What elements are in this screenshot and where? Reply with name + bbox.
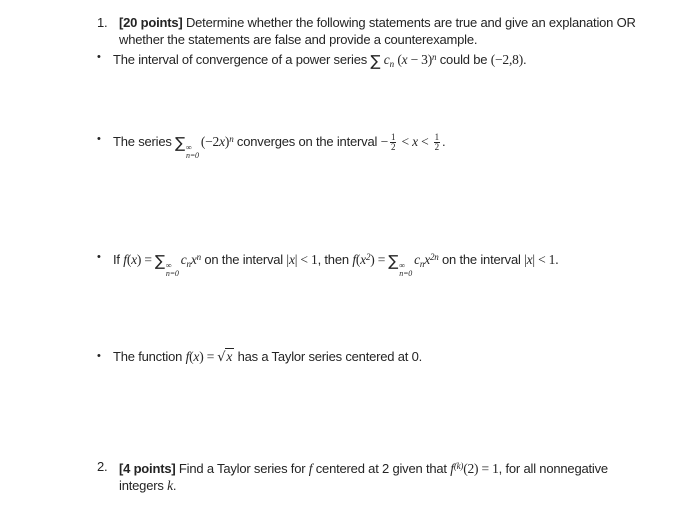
question-1-bullet-3 [97,249,558,278]
question-1-bullet-2 [97,131,445,160]
question-1 [97,14,636,48]
question-2 [97,458,608,494]
bullet-icon: • [97,350,101,362]
bullet-2-statement: The series ∑ ∞ n=0 $(-2x)^n$ converges on the interval − $\frac{1}{2}$ < x < $\frac{1}{2}$ . [113,132,446,160]
question-2-line-1: [4 points] Find a Taylor series for f centered at 2 given that $f^{(k)}(2) = 1$, for all nonnegative [119,461,608,476]
bullet-icon: • [97,251,101,263]
bullet-icon: • [97,51,101,63]
bullet-icon: • [97,133,101,145]
bullet-3-statement: If f(x) = ∑ ∞ n=0 $c_nx^n$ on the interval |x| < 1, then $f(x^2)$ = ∑ ∞ n=0 $c_nx^{2n}$ on the interval |x| < 1. [113,252,559,278]
question-1-bullet-4 [97,348,422,366]
bullet-1-statement: The interval of convergence of a power series ∑ $c_n$ $(x - 3)^n$ could be (−2,8). [113,52,527,70]
question-2-text [119,458,608,494]
bullet-4-statement: The function f(x) = √x has a Taylor series centered at 0. [113,349,423,365]
question-1-line-2: whether the statements are false and provide a counterexample. [119,32,478,47]
question-1-line-1: [20 points] Determine whether the following statements are true and give an explanation OR [119,15,636,30]
question-1-bullet-1 [97,49,526,73]
question-1-number: 1. [97,15,108,30]
question-2-line-2: integers k. [119,478,177,493]
question-1-text [119,14,636,48]
question-2-number: 2. [97,459,108,474]
